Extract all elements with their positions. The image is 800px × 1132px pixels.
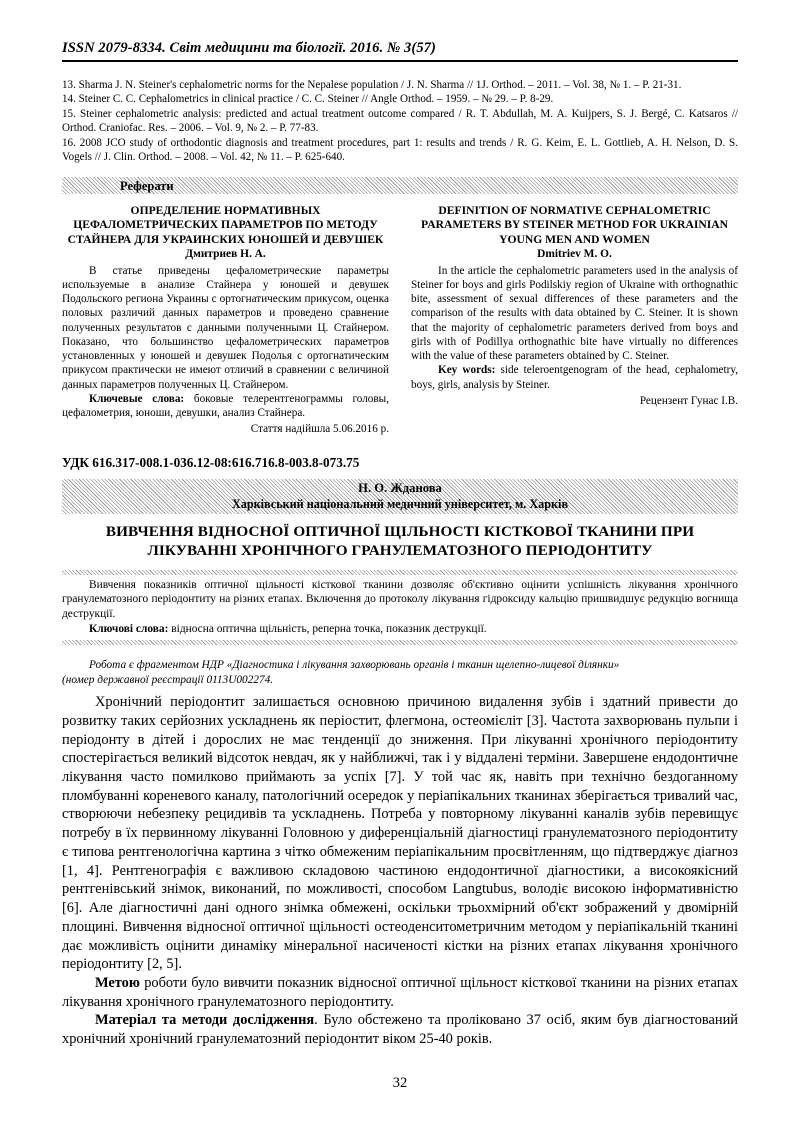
abstract-uk-body: Вивчення показників оптичної щільності кісткової тканини дозволяє об'єктивно оцінити успішність лікування хронічного гранулематозного періодонтиту на різних етапах. Включення до протоколу лікування гідроксиду кальцію пришвидшує редукцію вогнища деструкції. bbox=[62, 578, 738, 621]
abstracts-columns bbox=[62, 204, 738, 437]
article-body bbox=[62, 693, 738, 1049]
reference-item: 14. Steiner C. C. Cephalometrics in clinical practice / C. C. Steiner // Angle Orthod. – 1959. – № 29. – P. 8-29. bbox=[62, 93, 554, 106]
abstract-en-keywords-label: Key words: bbox=[438, 364, 496, 377]
reference-item: 15. Steiner cephalometric analysis: predicted and actual treatment outcome compared / R. T. Abdullah, M. A. Kuijpers, S. J. Bergé, C. Katsaros // Orthod. Craniofac. Res. – 2006. – Vol. 9, № 2. – P. 77-83. bbox=[62, 107, 738, 135]
abstract-en-keywords-text: side teleroentgenogram of the head, cephalometry, boys, girls, analysis by Steiner. bbox=[411, 364, 738, 391]
abstract-ru-title: ОПРЕДЕЛЕНИЕ НОРМАТИВНЫХ ЦЕФАЛОМЕТРИЧЕСКИХ ПАРАМЕТРОВ ПО МЕТОДУ СТАЙНЕРА ДЛЯ УКРАИНСКИХ ЮНОШЕЙ И ДЕВУШЕК bbox=[67, 203, 384, 246]
abstract-uk-bottom-rule bbox=[62, 640, 738, 645]
abstract-english bbox=[411, 204, 738, 437]
body-paragraph-lead: Метою bbox=[95, 974, 140, 991]
funding-note-line-1: Робота є фрагментом НДР «Діагностика і лікування захворювань органів і тканин щелепно-лицевої ділянки» bbox=[89, 658, 620, 671]
reference-list bbox=[62, 78, 738, 165]
abstract-ru-keywords-text: боковые телерентгенограммы головы, цефалометрия, юноши, девушки, анализ Стайнера. bbox=[62, 392, 389, 419]
abstract-en-author: Dmitriev M. O. bbox=[537, 248, 612, 261]
funding-note-line-2: (номер державної реєстрації 0113U002274. bbox=[62, 673, 274, 686]
abstracts-section-band bbox=[62, 177, 738, 194]
abstract-en-body: In the article the cephalometric parameters used in the analysis of Steiner for boys and girls Podilskiy region of Ukraine with orthognathic bite, assessment of sexual differences of these parameters and the comparison of the results with data obtained by C. Steiner. It is shown that the majority of cephalometric parameters derived from boys and girls with of Podillya orthognathic bite have virtually no differences with the value of these parameters obtained by C. Steiner. bbox=[411, 264, 738, 363]
abstract-uk-keywords bbox=[62, 622, 738, 637]
abstract-uk-keywords-text: відносна оптична щільність, реперна точка, показник деструкції. bbox=[168, 623, 487, 635]
body-paragraph-text: роботи було вивчити показник відносної оптичної щільност кісткової тканини на різних етапах лікування хронічного гранулематозного періодонтиту. bbox=[62, 974, 738, 1010]
abstract-russian bbox=[62, 204, 389, 437]
funding-note bbox=[62, 658, 738, 687]
abstract-en-title: DEFINITION OF NORMATIVE CEPHALOMETRIC PARAMETERS BY STEINER METHOD FOR UKRAINIAN YOUNG MEN AND WOMEN bbox=[421, 203, 728, 246]
article-author-name: Н. О. Жданова bbox=[358, 481, 442, 496]
body-paragraph bbox=[62, 1011, 738, 1048]
reference-item: 16. 2008 JCO study of orthodontic diagnosis and treatment procedures, part 1: results and trends / R. G. Keim, E. L. Gottlieb, A. H. Nelson, D. S. Vogels // J. Clin. Orthod. – 2008. – Vol. 42, № 11. – P. 625-640. bbox=[62, 136, 738, 164]
abstract-ru-footnote: Стаття надійшла 5.06.2016 р. bbox=[250, 423, 389, 436]
abstract-uk-keywords-label: Ключові слова: bbox=[89, 623, 169, 635]
abstract-ru-keywords bbox=[62, 392, 389, 420]
body-paragraph: Хронічний періодонтит залишається основною причиною видалення зубів і здатний привести до розвитку таких серйозних ускладнень як періостит, флегмона, остеомієліт [3]. Частота захворювань пульпи і періодонту в дітей і дорослих не має тенденції до зниження. При лікуванні хронічного періодонтиту спостерігається великий відсоток невдач, як у найближчі, так і у віддалені терміни. Завершене ендодонтичне лікування часто помилково приймають за успіх [7]. У той час як, навіть при технічно бездоганному пломбуванні кореневого каналу, патологічний осередок у періапікальних тканинах зберігається тривалий час, створюючи небезпеку рецидивів та ускладнень. Потреба у повторному лікуванні каналів зубів перевищує потребу в їх первинному лікуванні Головною у диференціальній діагностиці гранулематозного періодонтиту є типова рентгенологічна картина з чітко обмеженим періапікальним просвітленням, що підтверджує діагноз [1, 4]. Рентгенографія є важливою складовою частиною ендодонтичної діагностики, а високоякісний рентгенівський знімок, виконаний, по можливості, способом Langtubus, володіє високою інформативністю [6]. Але діагностичні дані одного знімка обмежені, оскільки трьохмірний об'єкт зображений у двомірній площині. Вивчення відносної оптичної щільності остеоденситометричним методом у періапікальній тканині дає можливість оцінити динаміку мінеральної насиченості кістки на різних етапах лікування хронічного періодонтиту [2, 5]. bbox=[62, 694, 738, 973]
abstract-en-keywords bbox=[411, 363, 738, 391]
body-paragraph-lead: Матеріал та методи дослідження bbox=[95, 1012, 315, 1029]
article-title: ВИВЧЕННЯ ВІДНОСНОЇ ОПТИЧНОЇ ЩІЛЬНОСТІ КІСТКОВОЇ ТКАНИНИ ПРИ ЛІКУВАННІ ХРОНІЧНОГО ГРАНУЛЕМАТОЗНОГО ПЕРІОДОНТИТУ bbox=[105, 523, 695, 559]
abstract-ukrainian bbox=[62, 575, 738, 640]
abstracts-section-label: Реферати bbox=[120, 178, 174, 193]
running-head-rule bbox=[62, 60, 738, 62]
abstract-ru-body: В статье приведены цефалометрические параметры используемые в анализе Стайнера у юношей и девушек Подольского региона Украины с ортогнатическим прикусом, оценка половых различий данных параметров и проведено сравнение полученных результатов с данными полученными Ц. Стайнером. Показано, что большинство цефалометрических параметров установленных у юношей и девушек Подолья с ортогнатическим прикусом практически не имеют отличий в сравнении с величиной данных параметров полученных Ц. Стайнером. bbox=[62, 264, 389, 391]
udc-code: УДК 616.317-008.1-036.12-08:616.716.8-003.8-073.75 bbox=[62, 455, 360, 471]
article-author-band bbox=[62, 479, 738, 514]
reference-item: 13. Sharma J. N. Steiner's cephalometric norms for the Nepalese population / J. N. Sharma // 1J. Orthod. – 2011. – Vol. 38, № 1. – P. 21-31. bbox=[62, 79, 682, 91]
abstract-ru-author: Дмитриев Н. А. bbox=[185, 248, 266, 261]
page-number: 32 bbox=[392, 1075, 408, 1091]
abstract-en-footnote: Рецензент Гунас І.В. bbox=[639, 394, 738, 407]
body-paragraph-text: . Було обстежено та проліковано 37 осіб, яким був діагностований хронічний хронічний гранулематозний періодонтит віком 25-40 років. bbox=[62, 1012, 738, 1048]
running-head: ISSN 2079-8334. Світ медицини та біології. 2016. № 3(57) bbox=[62, 40, 436, 56]
article-author-affiliation: Харківський національний медичний університет, м. Харків bbox=[231, 497, 569, 512]
abstract-ru-keywords-label: Ключевые слова: bbox=[89, 392, 185, 405]
body-paragraph bbox=[62, 974, 738, 1011]
